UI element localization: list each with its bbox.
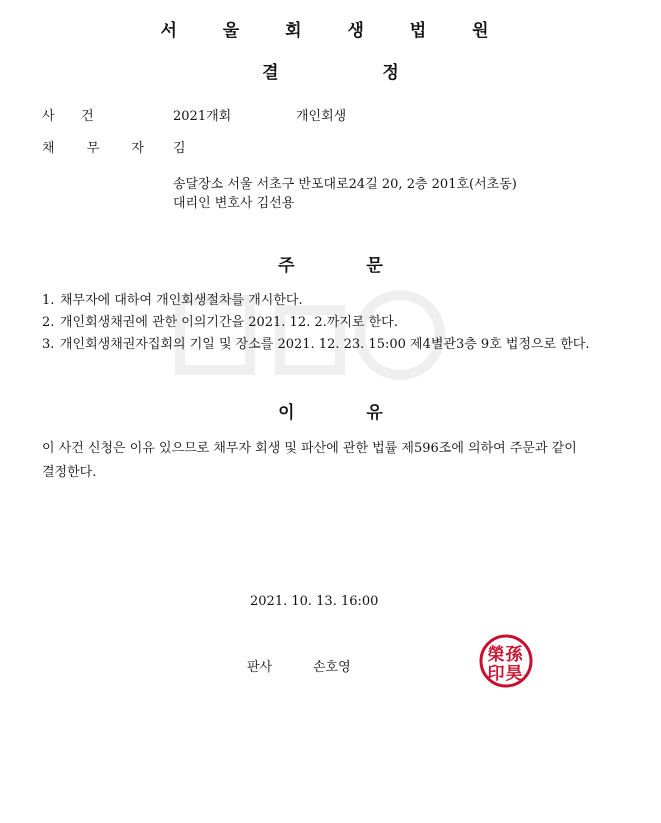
list-item: 2. 개인회생채권에 관한 이의기간을 2021. 12. 2.까지로 한다.: [42, 315, 398, 330]
service-address: 송달장소 서울 서초구 반포대로24길 20, 2층 201호(서초동): [173, 177, 517, 192]
court-name: 서 울 회 생 법 원: [160, 21, 509, 41]
reason-text: 이 사건 신청은 이유 있으므로 채무자 회생 및 파산에 관한 법률 제596조에 의하여 주문과 같이 결정한다.: [42, 441, 577, 480]
judge-seal-icon: [478, 633, 534, 689]
order-heading-char-2: 문: [366, 256, 383, 276]
decision-title: [0, 58, 661, 83]
reason-heading-char-2: 유: [366, 403, 383, 423]
decision-title-char-1: 결: [262, 63, 279, 83]
svg-text:昊: 昊: [505, 664, 523, 684]
list-item: 1. 채무자에 대하여 개인회생절차를 개시한다.: [42, 293, 303, 308]
decision-title-char-2: 정: [382, 63, 399, 83]
order-list: [42, 291, 602, 355]
order-heading-char-1: 주: [278, 256, 295, 276]
svg-text:孫: 孫: [505, 645, 523, 665]
case-number: 2021개회: [173, 109, 232, 124]
reason-heading-char-1: 이: [278, 403, 295, 423]
decision-datetime: 2021. 10. 13. 16:00: [250, 594, 379, 609]
debtor-name: 김: [173, 141, 186, 156]
judge-title: 판사: [247, 660, 273, 675]
judge-name: 손호영: [313, 660, 351, 675]
list-item: 3. 개인회생채권자집회의 기일 및 장소를 2021. 12. 23. 15:00 제4별관3층 9호 법정으로 한다.: [42, 337, 590, 352]
reason-heading: [0, 398, 661, 423]
case-label: 사 건: [42, 109, 96, 124]
order-heading: [0, 251, 661, 276]
debtor-label: 채 무 자: [42, 141, 158, 156]
case-type: 개인회생: [296, 109, 347, 124]
svg-text:榮: 榮: [487, 645, 505, 665]
svg-text:印: 印: [487, 664, 505, 684]
agent: 대리인 변호사 김선용: [173, 196, 295, 211]
